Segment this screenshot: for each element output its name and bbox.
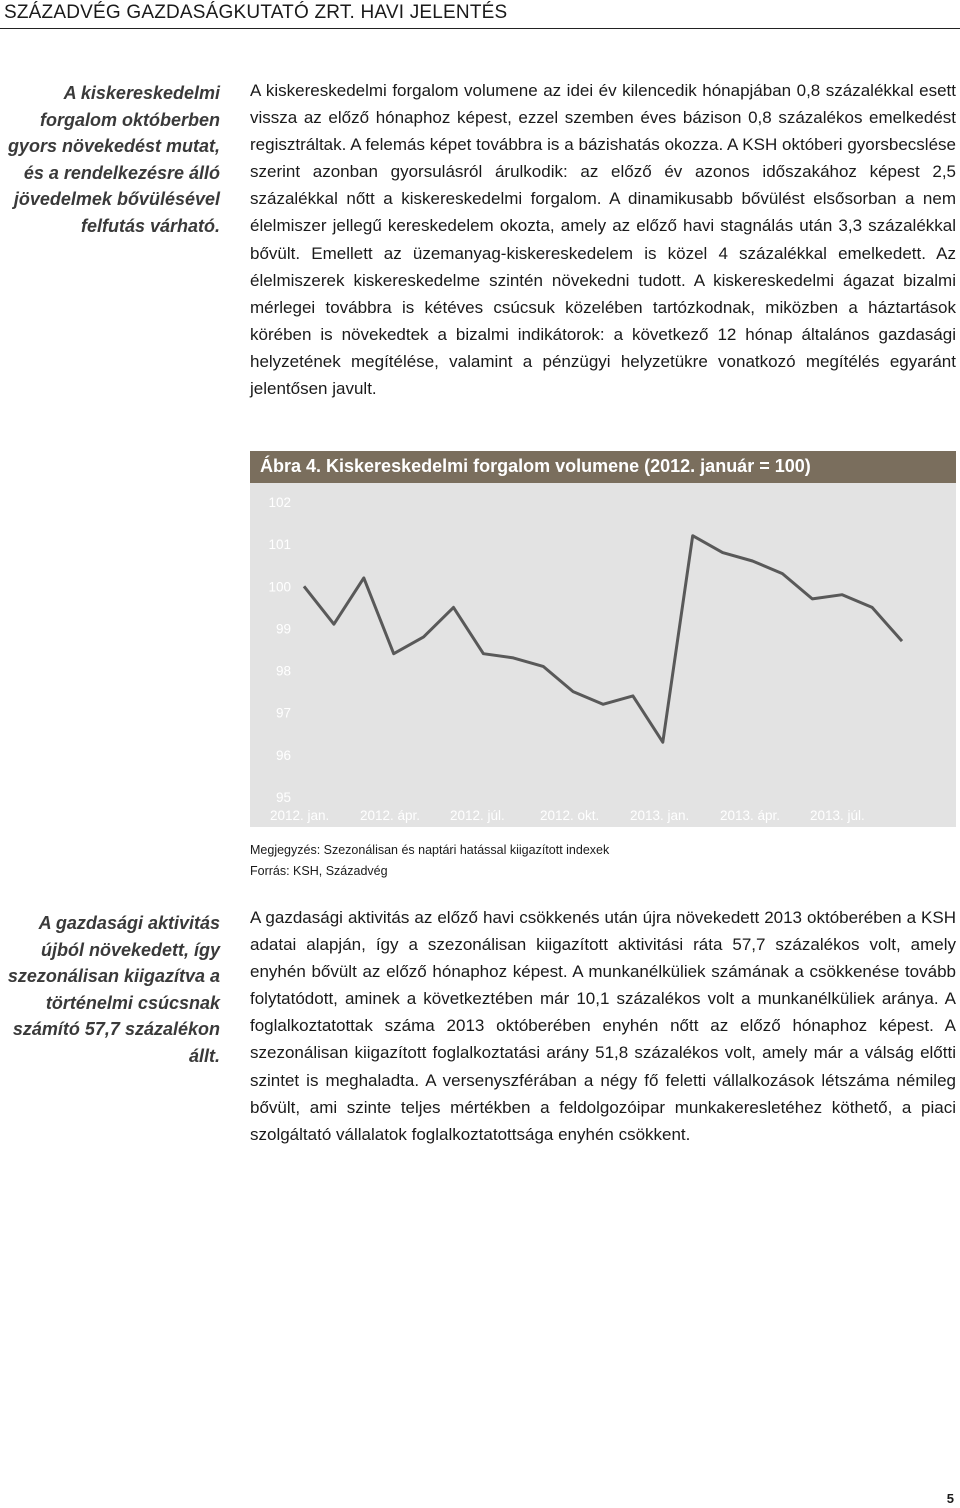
page-header: [0, 0, 960, 29]
paragraph-activity: A gazdasági aktivitás az előző havi csökkenés után újra növekedett 2013 októberében a KSH adatai alapján, így a szezonálisan kiigazított aktivitási ráta 57,7 százalékos volt, amely enyhén bővült az előző hónaphoz képest. A munkanélküliek számának a csökkenése tovább folytatódott, aminek a következtében már 10,1 százalékos volt a munkanélküliek aránya. A foglalkoztatottak száma 2013 októberében enyhén nőtt az előző hónaphoz képest. A szezonálisan kiigazított foglalkoztatási arány 51,8 százalékos volt, amely már a válság előtti szintet is meghaladta. A versenyszférában a négy fő feletti vállalkozások létszáma némileg bővült, ami szinte teljes mértékben a feldolgozóipar munkakeresletéhez köthető, a piaci szolgáltató vállalatok foglalkoztatottsága enyhén csökkent.: [250, 908, 956, 1144]
x-tick-label: 2013. jan.: [630, 808, 690, 823]
retail-volume-chart: [250, 483, 956, 827]
y-tick-label: 97: [275, 705, 291, 721]
figure-title-bar: [250, 451, 956, 483]
x-tick-label: 2013. ápr.: [720, 808, 781, 823]
y-tick-label: 95: [275, 790, 291, 805]
y-tick-label: 98: [275, 663, 291, 679]
figure-title: Ábra 4. Kiskereskedelmi forgalom volumene (2012. január = 100): [260, 456, 811, 476]
sidenote-activity: A gazdasági aktivitás újból növekedett, így szezonálisan kiigazítva a történelmi csúcsnak számító 57,7 százalékon állt.: [7, 913, 220, 1066]
x-axis-ticks: [270, 808, 865, 823]
y-axis-ticks: [268, 495, 291, 805]
y-tick-label: 96: [275, 747, 291, 763]
y-tick-label: 99: [275, 621, 291, 637]
sidenote-retail: A kiskereskedelmi forgalom októberben gyors növekedést mutat, és a rendelkezésre álló jövedelmek bővülésével felfutás várható.: [7, 83, 220, 236]
x-tick-label: 2012. jan.: [270, 808, 330, 823]
x-tick-label: 2012. okt.: [540, 808, 600, 823]
series-line: [304, 536, 902, 743]
x-tick-label: 2012. ápr.: [360, 808, 421, 823]
chart-svg: [250, 483, 956, 827]
report-header-title: SZÁZADVÉG GAZDASÁGKUTATÓ ZRT. HAVI JELENTÉS: [4, 2, 508, 23]
y-tick-label: 100: [268, 579, 291, 595]
y-tick-label: 101: [268, 537, 291, 553]
page-number: 5: [946, 1491, 954, 1506]
x-tick-label: 2013. júl.: [810, 808, 865, 823]
paragraph-retail: A kiskereskedelmi forgalom volumene az idei év kilencedik hónapjában 0,8 százalékkal esett vissza az előző hónaphoz képest, ezzel szemben éves bázison 0,8 százalékos emelkedést regisztráltak. A felemás képet továbbra is a bázishatás okozza. A KSH októberi gyorsbecslése szerint azonban gyorsulásról árulkodik: az előző év azonos időszakához képest 2,5 százalékkal nőtt a kiskereskedelmi forgalom. A dinamikusabb bővülést elsősorban a nem élelmiszer jellegű kereskedelem okozta, amely az előző havi stagnálás után 3,3 százalékkal bővült. Emellett az üzemanyag-kiskereskedelem is közel 4 százalékkal emelkedett. Az élelmiszerek kiskereskedelme szintén növekedni tudott. A kiskereskedelmi ágazat bizalmi mérlegei továbbra is kétéves csúcsuk közelében tartózkodnak, miközben a háztartások körében is növekedtek a bizalmi indikátorok: a következő 12 hónap általános gazdasági helyzetének megítélése, valamint a pénzügyi helyzetükre vonatkozó megítélés egyaránt jelentősen javult.: [250, 81, 956, 399]
figure-source: Forrás: KSH, Századvég: [250, 864, 388, 878]
y-tick-label: 102: [268, 495, 291, 510]
x-tick-label: 2012. júl.: [450, 808, 505, 823]
figure-note: Megjegyzés: Szezonálisan és naptári hatással kiigazított indexek: [250, 843, 610, 857]
